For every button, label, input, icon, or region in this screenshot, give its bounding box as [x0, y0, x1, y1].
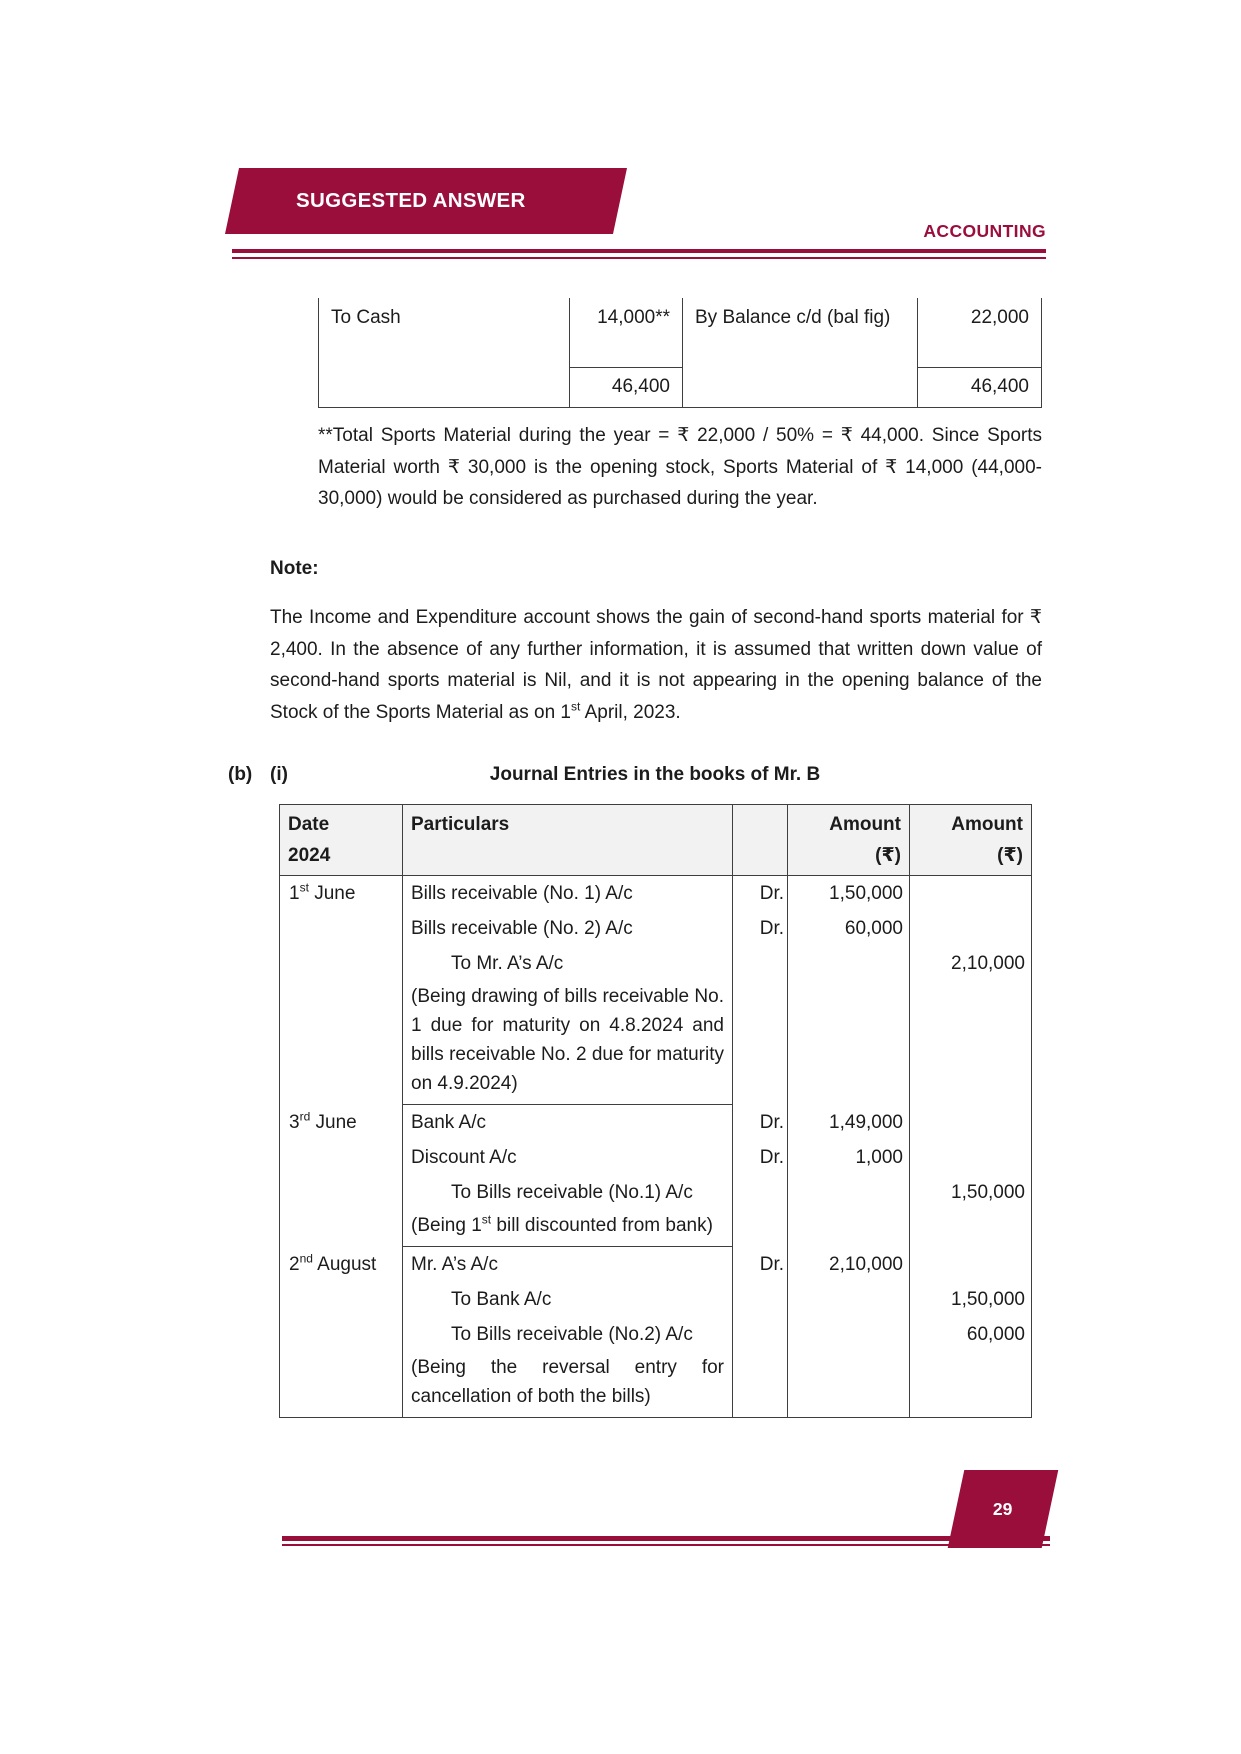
taccount-debit-particulars: To Cash	[318, 298, 570, 368]
taccount-total-spacer-left	[318, 368, 570, 408]
journal-table-header	[280, 805, 1031, 876]
entry-date-month: June	[308, 883, 356, 904]
entry-date-month: August	[312, 1254, 377, 1275]
page-number: 29	[993, 1498, 1013, 1519]
entry-date-num: 1	[289, 883, 300, 904]
journal-line-particulars: To Bills receivable (No.2) A/c	[451, 1323, 693, 1345]
entry-date	[280, 1105, 403, 1247]
header-amount1-line1: Amount	[829, 814, 901, 835]
journal-line-dr: Dr.	[759, 1253, 784, 1275]
entry-date-num: 2	[289, 1254, 300, 1275]
journal-line-dr: Dr.	[759, 882, 784, 904]
suggested-answer-banner	[225, 168, 627, 234]
taccount-credit-particulars: By Balance c/d (bal fig)	[683, 298, 918, 368]
header-particulars: Particulars	[403, 805, 733, 875]
narration-text-end: bill discounted from bank)	[491, 1215, 713, 1236]
journal-entry-3	[280, 1247, 1031, 1417]
journal-title: Journal Entries in the books of Mr. B	[489, 764, 821, 785]
header-amount-debit	[788, 805, 910, 875]
entry-particulars-column	[403, 1105, 733, 1247]
entry-date-ordinal: nd	[299, 1251, 313, 1266]
journal-line-debit-amount: 2,10,000	[829, 1253, 903, 1275]
journal-line-dr	[733, 946, 787, 981]
header-amount1-line2: (₹)	[875, 845, 901, 866]
taccount-credit-amount: 22,000	[918, 298, 1042, 368]
subject-label: ACCOUNTING	[923, 221, 1046, 241]
entry-credit-amount-column	[910, 876, 1031, 1105]
journal-line-credit-amount	[910, 911, 1031, 946]
narration-text: (Being drawing of bills receivable No. 1 due for maturity on 4.8.2024 and bills receivable No. 2 due for maturity on 4.9.2024)	[411, 986, 724, 1094]
journal-line-credit-amount	[910, 1105, 1031, 1140]
taccount-debit-amount: 14,000**	[570, 298, 683, 368]
narration-text: (Being the reversal entry for cancellation of both the bills)	[411, 1357, 724, 1407]
narration-superscript: st	[481, 1212, 492, 1227]
journal-line-dr	[733, 1317, 787, 1352]
footnote-paragraph: **Total Sports Material during the year = ₹ 22,000 / 50% = ₹ 44,000. Since Sports Material worth ₹ 30,000 is the opening stock, Sports Material of ₹ 14,000 (44,000-30,000) would be considered as purchased during the year.	[318, 425, 1042, 509]
header-amount2-line1: Amount	[951, 814, 1023, 835]
journal-line-dr: Dr.	[759, 917, 784, 939]
entry-credit-amount-column	[910, 1105, 1031, 1247]
journal-narration	[403, 1352, 732, 1417]
journal-heading	[228, 764, 1048, 786]
journal-line-credit-amount: 1,50,000	[951, 1181, 1025, 1203]
journal-line-credit-amount: 1,50,000	[951, 1288, 1025, 1310]
journal-line-debit-amount: 1,49,000	[829, 1111, 903, 1133]
entry-dr-column	[733, 1105, 788, 1247]
entry-dr-column	[733, 1247, 788, 1417]
journal-line-debit-amount: 60,000	[844, 917, 903, 939]
journal-line-debit-amount	[788, 946, 909, 981]
header-date	[280, 805, 403, 875]
entry-debit-amount-column	[788, 1247, 910, 1417]
journal-line-credit-amount	[910, 1140, 1031, 1175]
journal-line-particulars: To Mr. A’s A/c	[451, 952, 564, 974]
journal-line-credit-amount: 2,10,000	[951, 952, 1025, 974]
entry-date-month: June	[310, 1112, 357, 1133]
journal-line-particulars: Discount A/c	[411, 1146, 517, 1168]
header-rule	[232, 249, 1046, 259]
journal-line-dr	[733, 1282, 787, 1317]
journal-line-particulars: Bills receivable (No. 1) A/c	[411, 882, 633, 904]
journal-line-dr	[733, 1175, 787, 1210]
note-label: Note:	[270, 558, 319, 579]
entry-date-ordinal: st	[299, 880, 309, 895]
journal-line-dr: Dr.	[759, 1111, 784, 1133]
header-amount-credit	[910, 805, 1031, 875]
header-date-line2: 2024	[288, 845, 331, 866]
banner-title: SUGGESTED ANSWER	[296, 189, 526, 212]
sports-material-account-table	[318, 298, 1042, 408]
taccount-debit-total: 46,400	[570, 368, 683, 408]
journal-line-debit-amount	[788, 1282, 909, 1317]
journal-line-debit-amount	[788, 1317, 909, 1352]
journal-line-credit-amount	[910, 1247, 1031, 1282]
journal-line-particulars: To Bank A/c	[451, 1288, 552, 1310]
note-text-end: April, 2023.	[580, 701, 681, 723]
journal-line-dr: Dr.	[759, 1146, 784, 1168]
journal-line-debit-amount: 1,50,000	[829, 882, 903, 904]
entry-debit-amount-column	[788, 1105, 910, 1247]
narration-text: (Being 1	[411, 1215, 482, 1236]
entry-particulars-column	[403, 1247, 733, 1417]
journal-entry-2	[280, 1105, 1031, 1247]
journal-narration	[403, 1210, 732, 1246]
taccount-total-spacer-right	[683, 368, 918, 408]
journal-line-particulars: Mr. A’s A/c	[411, 1253, 498, 1275]
entry-credit-amount-column	[910, 1247, 1031, 1417]
journal-line-debit-amount: 1,000	[855, 1146, 903, 1168]
journal-line-credit-amount	[910, 876, 1031, 911]
entry-date-num: 3	[289, 1112, 300, 1133]
heading-label-i: (i)	[270, 764, 288, 785]
journal-narration	[403, 981, 732, 1104]
header-date-line1: Date	[288, 814, 330, 835]
heading-label-b: (b)	[228, 764, 253, 785]
entry-dr-column	[733, 876, 788, 1105]
header-dr-spacer	[733, 805, 788, 875]
note-text-start: The Income and Expenditure account shows the gain of second-hand sports material for ₹ 2,400. In the absence of any further information, it is assumed that written down value of second-hand sports material is Nil, and it is not appearing in the opening balance of the Stock of the Sports Material as on 1	[270, 607, 1042, 723]
journal-line-particulars: Bills receivable (No. 2) A/c	[411, 917, 633, 939]
journal-table	[279, 804, 1032, 1418]
entry-debit-amount-column	[788, 876, 910, 1105]
entry-date-ordinal: rd	[299, 1109, 311, 1124]
footer-rule	[282, 1536, 1050, 1546]
journal-line-particulars: To Bills receivable (No.1) A/c	[451, 1181, 693, 1203]
entry-particulars-column	[403, 876, 733, 1105]
note-paragraph	[270, 602, 1042, 728]
taccount-credit-total: 46,400	[918, 368, 1042, 408]
journal-line-particulars: Bank A/c	[411, 1111, 486, 1133]
journal-line-credit-amount: 60,000	[966, 1323, 1025, 1345]
journal-line-debit-amount	[788, 1175, 909, 1210]
journal-entry-1	[280, 876, 1031, 1105]
header-amount2-line2: (₹)	[997, 845, 1023, 866]
page-number-badge	[948, 1470, 1059, 1548]
entry-date	[280, 1247, 403, 1417]
entry-date	[280, 876, 403, 1105]
note-superscript: st	[571, 699, 581, 714]
